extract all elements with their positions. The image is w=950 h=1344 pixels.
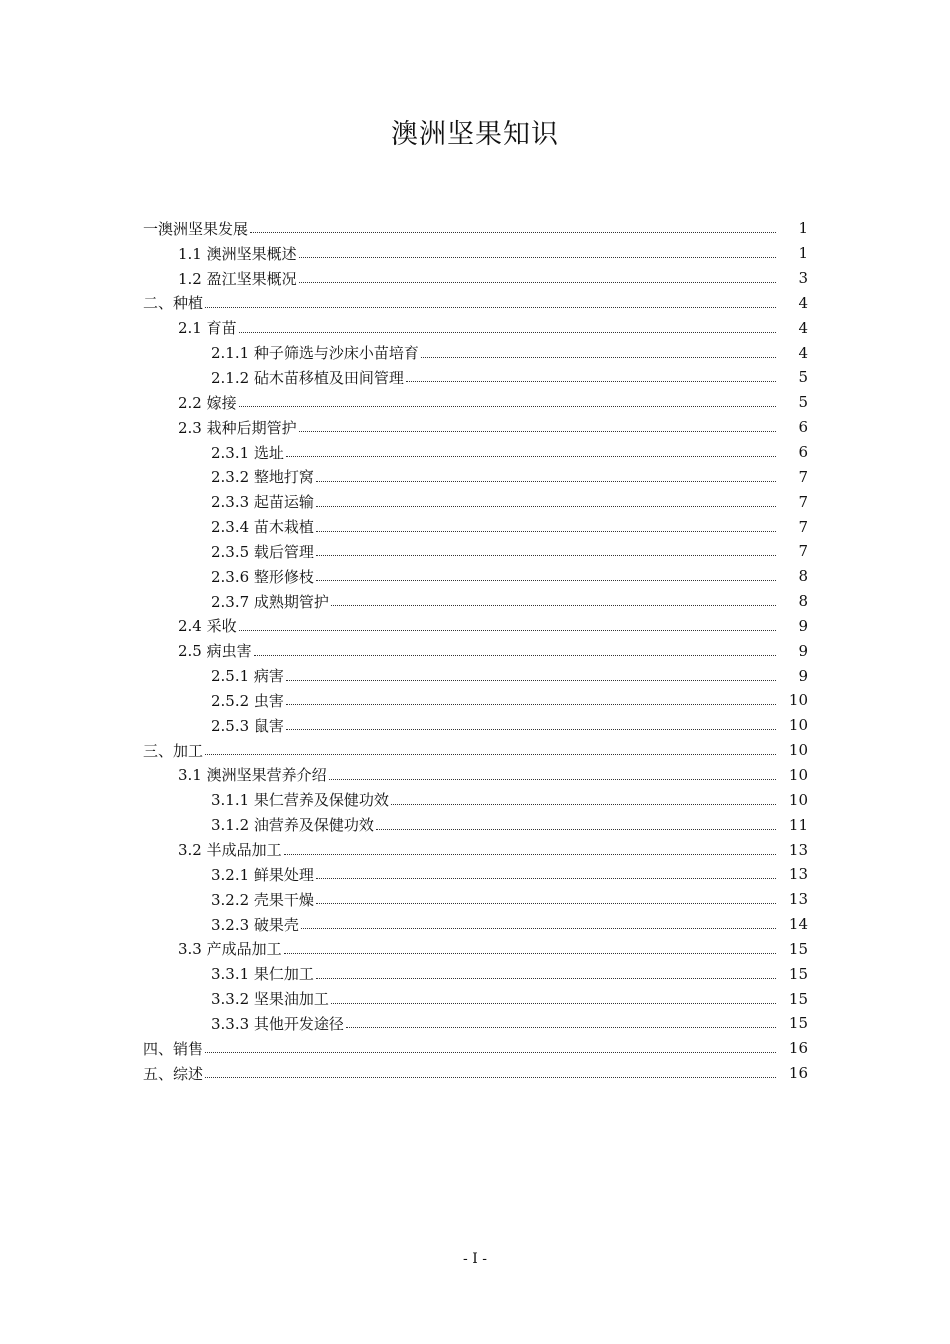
- toc-entry[interactable]: [143, 738, 808, 763]
- toc-entry[interactable]: [143, 315, 808, 340]
- toc-entry-label: 3.1.2 油营养及保健功效: [211, 816, 374, 835]
- toc-leader-dots: [316, 555, 776, 556]
- toc-entry[interactable]: [143, 340, 808, 365]
- toc-leader-dots: [316, 978, 776, 979]
- toc-entry-label: 三、加工: [143, 741, 204, 760]
- toc-entry-label: 2.1 育苗: [178, 319, 237, 338]
- toc-entry[interactable]: [143, 862, 808, 887]
- toc-entry-page: 15: [788, 989, 808, 1008]
- toc-entry[interactable]: [143, 961, 808, 986]
- toc-leader-dots: [205, 307, 776, 308]
- toc-leader-dots: [239, 630, 776, 631]
- toc-entry-page: 7: [798, 467, 808, 486]
- document-title: 澳洲坚果知识: [391, 119, 559, 150]
- toc-entry-label: 2.1.2 砧木苗移植及田间管理: [211, 368, 404, 387]
- toc-leader-dots: [205, 1052, 776, 1053]
- toc-entry-page: 10: [788, 765, 808, 784]
- toc-entry-label: 五、综述: [143, 1064, 204, 1083]
- toc-leader-dots: [376, 829, 776, 830]
- toc-entry-label: 3.1.1 果仁营养及保健功效: [211, 791, 389, 810]
- toc-entry-page: 4: [798, 293, 808, 312]
- toc-entry-label: 3.3.2 坚果油加工: [211, 990, 329, 1009]
- toc-entry[interactable]: [143, 912, 808, 937]
- toc-entry-page: 8: [798, 567, 808, 586]
- toc-entry[interactable]: [143, 887, 808, 912]
- toc-entry-label: 2.2 嫁接: [178, 393, 237, 412]
- toc-entry[interactable]: [143, 1036, 808, 1061]
- toc-entry[interactable]: [143, 688, 808, 713]
- toc-entry[interactable]: [143, 713, 808, 738]
- toc-leader-dots: [299, 257, 776, 258]
- toc-entry-page: 1: [798, 244, 808, 263]
- toc-entry-page: 15: [788, 1014, 808, 1033]
- toc-leader-dots: [316, 580, 776, 581]
- toc-entry-label: 2.5.1 病害: [211, 667, 284, 686]
- toc-entry-label: 2.3.5 载后管理: [211, 542, 314, 561]
- toc-entry-label: 一澳洲坚果发展: [143, 219, 249, 238]
- toc-entry-page: 4: [798, 343, 808, 362]
- toc-entry[interactable]: [143, 787, 808, 812]
- toc-entry[interactable]: [143, 216, 808, 241]
- toc-entry-label: 3.1 澳洲坚果营养介绍: [178, 766, 327, 785]
- toc-entry-page: 10: [788, 741, 808, 760]
- toc-entry-page: 15: [788, 939, 808, 958]
- toc-entry-page: 13: [788, 890, 808, 909]
- toc-entry-page: 13: [788, 865, 808, 884]
- toc-entry[interactable]: [143, 763, 808, 788]
- toc-leader-dots: [299, 282, 776, 283]
- toc-entry[interactable]: [143, 812, 808, 837]
- toc-leader-dots: [316, 506, 776, 507]
- toc-entry[interactable]: [143, 539, 808, 564]
- toc-entry[interactable]: [143, 936, 808, 961]
- table-of-contents: [143, 216, 808, 1086]
- toc-entry-label: 二、种植: [143, 294, 204, 313]
- toc-leader-dots: [205, 1077, 776, 1078]
- toc-entry-page: 5: [798, 368, 808, 387]
- toc-entry-label: 2.5 病虫害: [178, 642, 252, 661]
- toc-entry-label: 四、销售: [143, 1039, 204, 1058]
- toc-leader-dots: [421, 357, 776, 358]
- toc-entry-page: 7: [798, 542, 808, 561]
- toc-leader-dots: [316, 481, 776, 482]
- toc-entry-label: 2.3.1 选址: [211, 443, 284, 462]
- toc-entry-label: 3.3.1 果仁加工: [211, 965, 314, 984]
- toc-entry-label: 2.3.3 起苗运输: [211, 493, 314, 512]
- toc-entry-page: 10: [788, 716, 808, 735]
- toc-leader-dots: [239, 406, 776, 407]
- toc-leader-dots: [329, 779, 776, 780]
- toc-entry-page: 6: [798, 418, 808, 437]
- toc-entry[interactable]: [143, 365, 808, 390]
- toc-entry-label: 2.4 采收: [178, 617, 237, 636]
- toc-entry[interactable]: [143, 241, 808, 266]
- toc-leader-dots: [316, 531, 776, 532]
- toc-entry-page: 3: [798, 269, 808, 288]
- toc-entry-page: 5: [798, 393, 808, 412]
- toc-leader-dots: [286, 680, 776, 681]
- toc-entry-page: 10: [788, 790, 808, 809]
- toc-entry-label: 2.3.4 苗木栽植: [211, 518, 314, 537]
- toc-entry-page: 10: [788, 691, 808, 710]
- toc-entry-page: 6: [798, 443, 808, 462]
- toc-leader-dots: [331, 1003, 776, 1004]
- toc-entry-page: 8: [798, 592, 808, 611]
- toc-leader-dots: [299, 431, 776, 432]
- toc-leader-dots: [254, 655, 776, 656]
- toc-entry-label: 2.3.2 整地打窝: [211, 468, 314, 487]
- toc-entry-page: 9: [798, 666, 808, 685]
- toc-entry[interactable]: [143, 663, 808, 688]
- toc-entry[interactable]: [143, 1011, 808, 1036]
- toc-leader-dots: [406, 381, 776, 382]
- toc-leader-dots: [331, 605, 776, 606]
- toc-entry[interactable]: [143, 614, 808, 639]
- toc-leader-dots: [301, 928, 776, 929]
- toc-entry-page: 9: [798, 616, 808, 635]
- toc-leader-dots: [316, 878, 776, 879]
- toc-entry-label: 2.5.2 虫害: [211, 691, 284, 710]
- toc-entry-page: 14: [788, 915, 808, 934]
- toc-entry-label: 2.3.6 整形修枝: [211, 567, 314, 586]
- toc-entry-page: 16: [788, 1039, 808, 1058]
- toc-entry-label: 2.3 栽种后期管护: [178, 418, 297, 437]
- toc-leader-dots: [284, 953, 776, 954]
- toc-entry-page: 15: [788, 964, 808, 983]
- toc-entry-page: 1: [798, 219, 808, 238]
- toc-entry-page: 9: [798, 641, 808, 660]
- toc-entry[interactable]: [143, 390, 808, 415]
- toc-leader-dots: [346, 1027, 776, 1028]
- toc-leader-dots: [239, 332, 776, 333]
- toc-leader-dots: [250, 232, 776, 233]
- toc-entry-label: 1.1 澳洲坚果概述: [178, 244, 297, 263]
- toc-entry-page: 7: [798, 492, 808, 511]
- toc-entry-label: 3.2.3 破果壳: [211, 915, 299, 934]
- toc-entry[interactable]: [143, 589, 808, 614]
- toc-entry[interactable]: [143, 638, 808, 663]
- toc-entry-label: 1.2 盈江坚果概况: [178, 269, 297, 288]
- toc-leader-dots: [284, 854, 776, 855]
- toc-entry[interactable]: [143, 837, 808, 862]
- toc-entry-page: 7: [798, 517, 808, 536]
- page-number: - I -: [463, 1251, 487, 1267]
- toc-entry[interactable]: [143, 986, 808, 1011]
- toc-entry[interactable]: [143, 291, 808, 316]
- toc-entry[interactable]: [143, 464, 808, 489]
- toc-entry[interactable]: [143, 266, 808, 291]
- toc-leader-dots: [286, 456, 776, 457]
- toc-entry-label: 2.5.3 鼠害: [211, 716, 284, 735]
- toc-entry-label: 3.3.3 其他开发途径: [211, 1014, 344, 1033]
- toc-leader-dots: [286, 729, 776, 730]
- toc-entry-page: 4: [798, 318, 808, 337]
- toc-leader-dots: [391, 804, 776, 805]
- toc-leader-dots: [286, 704, 776, 705]
- toc-entry[interactable]: [143, 440, 808, 465]
- toc-entry[interactable]: [143, 415, 808, 440]
- toc-entry-page: 11: [788, 815, 808, 834]
- toc-entry-label: 3.2 半成品加工: [178, 841, 282, 860]
- toc-entry[interactable]: [143, 489, 808, 514]
- toc-entry-label: 3.2.2 壳果干燥: [211, 890, 314, 909]
- toc-leader-dots: [205, 754, 776, 755]
- toc-entry[interactable]: [143, 514, 808, 539]
- toc-entry-label: 2.3.7 成熟期管护: [211, 592, 329, 611]
- toc-entry-label: 3.2.1 鲜果处理: [211, 865, 314, 884]
- toc-entry-label: 3.3 产成品加工: [178, 940, 282, 959]
- toc-entry-page: 13: [788, 840, 808, 859]
- toc-leader-dots: [316, 903, 776, 904]
- toc-entry[interactable]: [143, 1061, 808, 1086]
- toc-entry[interactable]: [143, 564, 808, 589]
- toc-entry-page: 16: [788, 1064, 808, 1083]
- toc-entry-label: 2.1.1 种子筛选与沙床小苗培育: [211, 344, 419, 363]
